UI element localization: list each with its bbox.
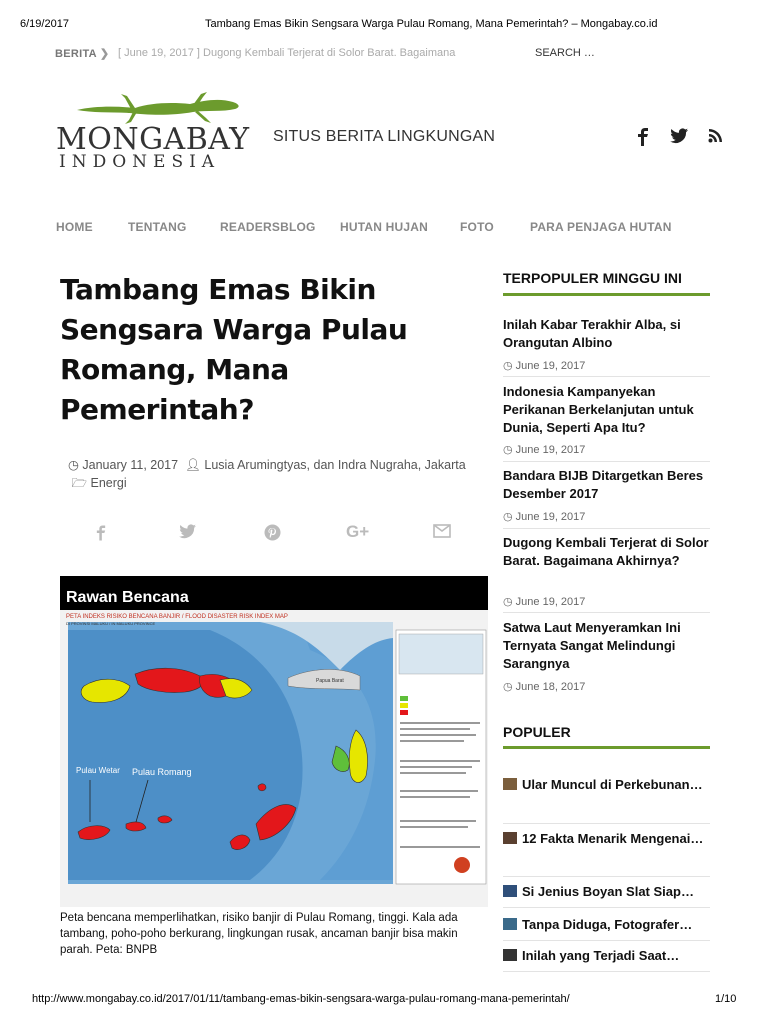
folder-icon: 🗁︎ (71, 476, 87, 490)
week-item-date: ◷ June 18, 2017 (503, 681, 586, 693)
divider (503, 940, 710, 941)
article-date: January 11, 2017 (82, 458, 179, 472)
divider (503, 907, 710, 908)
divider (503, 823, 710, 824)
sidebar-popular-heading: POPULER (503, 724, 571, 740)
thumbnail-icon (503, 832, 517, 844)
week-item-title[interactable]: Satwa Laut Menyeramkan Ini Ternyata Sangat Melindungi Sarangnya (503, 620, 681, 671)
clock-icon: ◷ (503, 360, 513, 372)
flood-risk-map (60, 610, 488, 907)
gecko-logo-icon (75, 88, 245, 126)
share-twitter-icon[interactable] (179, 524, 196, 539)
share-pinterest-icon[interactable] (264, 524, 281, 541)
share-email-icon[interactable] (433, 524, 451, 538)
thumbnail-icon (503, 778, 517, 790)
week-item-title[interactable]: Bandara BIJB Ditargetkan Beres Desember 2017 (503, 468, 704, 501)
rss-icon[interactable] (708, 128, 723, 143)
sidebar-rule (503, 293, 710, 296)
divider (503, 971, 710, 972)
popular-item[interactable]: Tanpa Diduga, Fotografer… (503, 914, 713, 936)
nav-readersblog[interactable]: READERSBLOG (220, 220, 316, 234)
popular-item[interactable]: Inilah yang Terjadi Saat… (503, 945, 713, 967)
week-item-date: ◷ June 19, 2017 (503, 596, 586, 608)
site-tagline: SITUS BERITA LINGKUNGAN (273, 128, 496, 145)
clock-icon: ◷ (68, 458, 79, 472)
week-item-date: ◷ June 19, 2017 (503, 360, 586, 372)
nav-para-penjaga-hutan[interactable]: PARA PENJAGA HUTAN (530, 220, 672, 234)
nav-home[interactable]: HOME (56, 220, 93, 234)
label-papua-barat: Papua Barat (316, 678, 344, 684)
brand-sub: INDONESIA (59, 152, 221, 172)
facebook-icon[interactable] (637, 128, 649, 146)
print-title: Tambang Emas Bikin Sengsara Warga Pulau Romang, Mana Pemerintah? – Mongabay.co.id (205, 18, 658, 30)
print-page: 1/10 (715, 993, 737, 1005)
popular-item[interactable]: Si Jenius Boyan Slat Siap… (503, 881, 713, 903)
clock-icon: ◷ (503, 511, 513, 523)
twitter-icon[interactable] (670, 128, 688, 144)
week-item-date: ◷ June 19, 2017 (503, 511, 586, 523)
figure-title: Rawan Bencana (66, 589, 189, 606)
chevron-right-icon: ❯ (99, 48, 110, 60)
article-category[interactable]: Energi (90, 476, 127, 490)
divider (503, 876, 710, 877)
sidebar-week-heading: TERPOPULER MINGGU INI (503, 270, 682, 286)
topbar-berita-label[interactable]: BERITA ❯ (55, 48, 110, 60)
article-meta (68, 456, 488, 492)
map-subheader: DI PROVINSI MALUKU / IN MALUKU PROVINCE (66, 621, 156, 626)
divider (503, 528, 710, 529)
nav-hutan-hujan[interactable]: HUTAN HUJAN (340, 220, 428, 234)
divider (503, 461, 710, 462)
week-item-title[interactable]: Dugong Kembali Terjerat di Solor Barat. Bagaimana Akhirnya? (503, 535, 709, 568)
article-author[interactable]: Lusia Arumingtyas, dan Indra Nugraha, Jakarta (204, 458, 466, 472)
clock-icon: ◷ (503, 596, 513, 608)
clock-icon: ◷ (503, 681, 513, 693)
sidebar-rule (503, 746, 710, 749)
clock-icon: ◷ (503, 444, 513, 456)
share-google-plus-icon[interactable]: G+ (346, 522, 370, 541)
figure-caption: Peta bencana memperlihatkan, risiko banjir di Pulau Romang, tinggi. Kala ada tambang, poho-poho berkurang, lingkungan rusak, ancaman banjir bisa makin parah. Peta: BNPB (60, 912, 458, 956)
thumbnail-icon (503, 885, 517, 897)
divider (503, 376, 710, 377)
print-url: http://www.mongabay.co.id/2017/01/11/tambang-emas-bikin-sengsara-warga-pulau-romang-mana-pemerintah/ (32, 993, 570, 1005)
brand-name[interactable]: MONGABAY (56, 122, 250, 157)
label-pulau-wetar: Pulau Wetar (76, 766, 120, 775)
map-header: PETA INDEKS RISIKO BENCANA BANJIR / FLOOD DISASTER RISK INDEX MAP (66, 614, 288, 620)
popular-item[interactable]: Ular Muncul di Perkebunan… (503, 774, 713, 796)
news-ticker[interactable]: [ June 19, 2017 ] Dugong Kembali Terjerat di Solor Barat. Bagaimana (118, 47, 456, 59)
thumbnail-icon (503, 918, 517, 930)
user-icon: 👤︎ (185, 458, 201, 472)
divider (503, 612, 710, 613)
search-input[interactable]: SEARCH … (535, 47, 595, 59)
print-date: 6/19/2017 (20, 18, 69, 30)
thumbnail-icon (503, 949, 517, 961)
nav-foto[interactable]: FOTO (460, 220, 494, 234)
week-item-title[interactable]: Indonesia Kampanyekan Perikanan Berkelanjutan untuk Dunia, Seperti Apa Itu? (503, 384, 694, 435)
week-item-title[interactable]: Inilah Kabar Terakhir Alba, si Orangutan Albino (503, 317, 681, 350)
article-title: Tambang Emas Bikin Sengsara Warga Pulau Romang, Mana Pemerintah? (60, 273, 408, 426)
nav-tentang[interactable]: TENTANG (128, 220, 187, 234)
share-facebook-icon[interactable] (96, 524, 106, 542)
label-pulau-romang: Pulau Romang (132, 767, 192, 777)
week-item-date: ◷ June 19, 2017 (503, 444, 586, 456)
popular-item[interactable]: 12 Fakta Menarik Mengenai… (503, 828, 713, 850)
